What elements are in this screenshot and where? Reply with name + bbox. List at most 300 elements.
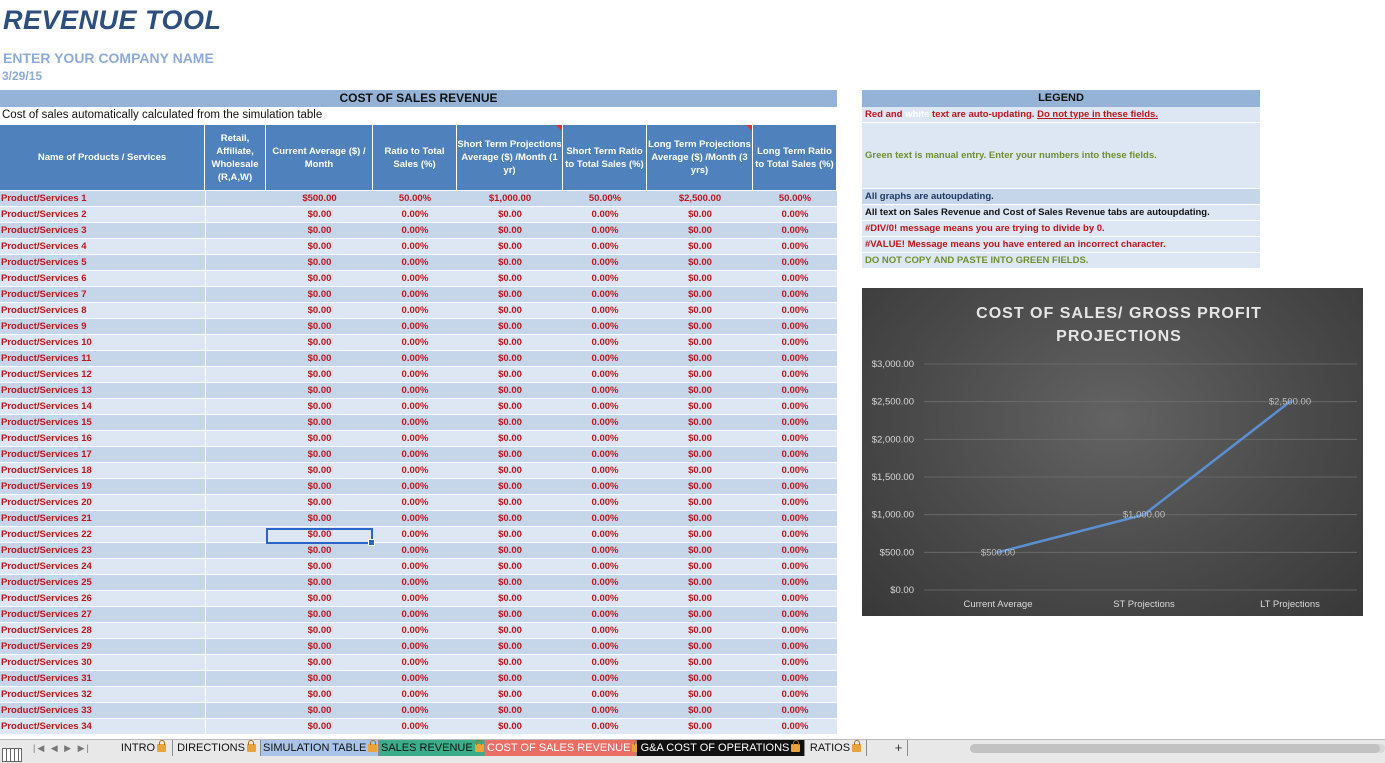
lt-cell[interactable]: $0.00: [688, 609, 712, 620]
cur-cell[interactable]: $0.00: [307, 497, 332, 508]
lt-cell[interactable]: $0.00: [688, 689, 712, 700]
retail-type-cell[interactable]: [205, 575, 266, 591]
st-cell[interactable]: $0.00: [498, 657, 522, 668]
retail-type-cell[interactable]: [205, 287, 266, 303]
lt-ratio-cell[interactable]: 0.00%: [781, 657, 809, 668]
lt-ratio-cell[interactable]: 0.00%: [781, 369, 809, 380]
st-cell[interactable]: $0.00: [498, 577, 522, 588]
st-ratio-cell[interactable]: 0.00%: [591, 609, 619, 620]
ratio-cell[interactable]: 0.00%: [401, 593, 429, 604]
st-cell[interactable]: $0.00: [498, 529, 522, 540]
lt-cell[interactable]: $0.00: [688, 545, 712, 556]
ratio-cell[interactable]: 0.00%: [401, 561, 429, 572]
sheet-tab[interactable]: [261, 740, 379, 756]
st-ratio-cell[interactable]: 0.00%: [591, 209, 619, 220]
cur-cell[interactable]: $0.00: [307, 545, 332, 556]
retail-type-cell[interactable]: [205, 191, 266, 207]
st-ratio-cell[interactable]: 0.00%: [591, 497, 619, 508]
st-ratio-cell[interactable]: 0.00%: [591, 721, 619, 732]
lt-cell[interactable]: $0.00: [688, 673, 712, 684]
lt-cell[interactable]: $0.00: [688, 257, 712, 268]
ratio-cell[interactable]: 0.00%: [401, 705, 429, 716]
ratio-cell[interactable]: 0.00%: [401, 673, 429, 684]
product-name-cell[interactable]: Product/Services 15: [1, 417, 92, 428]
retail-type-cell[interactable]: [205, 319, 266, 335]
lt-cell[interactable]: $2,500.00: [678, 193, 722, 204]
product-name-cell[interactable]: Product/Services 26: [1, 593, 92, 604]
product-name-cell[interactable]: Product/Services 25: [1, 577, 92, 588]
cur-cell[interactable]: $0.00: [307, 417, 332, 428]
lt-ratio-cell[interactable]: 0.00%: [781, 561, 809, 572]
st-cell[interactable]: $0.00: [498, 513, 522, 524]
product-name-cell[interactable]: Product/Services 4: [1, 241, 87, 252]
cost-of-sales-chart[interactable]: [862, 288, 1363, 616]
st-cell[interactable]: $0.00: [498, 289, 522, 300]
retail-type-cell[interactable]: [205, 655, 266, 671]
cur-cell[interactable]: $0.00: [307, 609, 332, 620]
retail-type-cell[interactable]: [205, 703, 266, 719]
product-name-cell[interactable]: Product/Services 32: [1, 689, 92, 700]
ratio-cell[interactable]: 0.00%: [401, 369, 429, 380]
lt-ratio-cell[interactable]: 0.00%: [781, 625, 809, 636]
st-cell[interactable]: $0.00: [498, 689, 522, 700]
scrollbar-thumb[interactable]: [970, 744, 1380, 753]
retail-type-cell[interactable]: [205, 447, 266, 463]
product-name-cell[interactable]: Product/Services 10: [1, 337, 92, 348]
retail-type-cell[interactable]: [205, 207, 266, 223]
lt-cell[interactable]: $0.00: [688, 497, 712, 508]
product-name-cell[interactable]: Product/Services 24: [1, 561, 92, 572]
product-name-cell[interactable]: Product/Services 28: [1, 625, 92, 636]
lt-cell[interactable]: $0.00: [688, 385, 712, 396]
add-sheet-button[interactable]: +: [890, 740, 908, 756]
st-ratio-cell[interactable]: 0.00%: [591, 465, 619, 476]
retail-type-cell[interactable]: [205, 607, 266, 623]
st-cell[interactable]: $0.00: [498, 449, 522, 460]
sheet-tab[interactable]: [805, 740, 867, 756]
col-header-ratio[interactable]: Ratio to Total Sales (%): [373, 125, 457, 190]
retail-type-cell[interactable]: [205, 591, 266, 607]
lt-cell[interactable]: $0.00: [688, 241, 712, 252]
lt-cell[interactable]: $0.00: [688, 209, 712, 220]
st-cell[interactable]: $0.00: [498, 481, 522, 492]
cur-cell[interactable]: $0.00: [307, 577, 332, 588]
product-name-cell[interactable]: Product/Services 23: [1, 545, 92, 556]
st-ratio-cell[interactable]: 0.00%: [591, 481, 619, 492]
st-ratio-cell[interactable]: 0.00%: [591, 577, 619, 588]
product-name-cell[interactable]: Product/Services 16: [1, 433, 92, 444]
product-name-cell[interactable]: Product/Services 5: [1, 257, 87, 268]
lt-ratio-cell[interactable]: 0.00%: [781, 225, 809, 236]
retail-type-cell[interactable]: [205, 527, 266, 543]
retail-type-cell[interactable]: [205, 415, 266, 431]
lt-cell[interactable]: $0.00: [688, 305, 712, 316]
cur-cell[interactable]: $0.00: [307, 641, 332, 652]
lt-ratio-cell[interactable]: 0.00%: [781, 337, 809, 348]
st-ratio-cell[interactable]: 0.00%: [591, 689, 619, 700]
retail-type-cell[interactable]: [205, 367, 266, 383]
cur-cell[interactable]: $0.00: [307, 433, 332, 444]
sheet-tab[interactable]: [637, 740, 805, 756]
sheet-nav-buttons[interactable]: |◀ ◀ ▶ ▶|: [33, 743, 91, 753]
st-cell[interactable]: $0.00: [498, 593, 522, 604]
st-cell[interactable]: $0.00: [498, 673, 522, 684]
lt-cell[interactable]: $0.00: [688, 401, 712, 412]
st-ratio-cell[interactable]: 0.00%: [591, 273, 619, 284]
ratio-cell[interactable]: 0.00%: [401, 385, 429, 396]
retail-type-cell[interactable]: [205, 479, 266, 495]
retail-type-cell[interactable]: [205, 639, 266, 655]
cur-cell[interactable]: $500.00: [302, 193, 337, 204]
cur-cell[interactable]: $0.00: [307, 721, 332, 732]
cur-cell[interactable]: $0.00: [307, 225, 332, 236]
st-cell[interactable]: $0.00: [498, 369, 522, 380]
st-ratio-cell[interactable]: 0.00%: [591, 513, 619, 524]
ratio-cell[interactable]: 0.00%: [401, 289, 429, 300]
st-ratio-cell[interactable]: 0.00%: [591, 625, 619, 636]
ratio-cell[interactable]: 0.00%: [401, 241, 429, 252]
st-cell[interactable]: $0.00: [498, 705, 522, 716]
product-name-cell[interactable]: Product/Services 30: [1, 657, 92, 668]
ratio-cell[interactable]: 0.00%: [401, 337, 429, 348]
retail-type-cell[interactable]: [205, 719, 266, 735]
lt-ratio-cell[interactable]: 0.00%: [781, 673, 809, 684]
st-ratio-cell[interactable]: 0.00%: [591, 321, 619, 332]
lt-cell[interactable]: $0.00: [688, 625, 712, 636]
retail-type-cell[interactable]: [205, 351, 266, 367]
sheet-grid-icon[interactable]: [2, 748, 22, 762]
horizontal-scrollbar[interactable]: [970, 744, 1385, 753]
st-cell[interactable]: $0.00: [498, 609, 522, 620]
ratio-cell[interactable]: 0.00%: [401, 273, 429, 284]
ratio-cell[interactable]: 0.00%: [401, 481, 429, 492]
lt-ratio-cell[interactable]: 0.00%: [781, 385, 809, 396]
product-name-cell[interactable]: Product/Services 7: [1, 289, 87, 300]
product-name-cell[interactable]: Product/Services 2: [1, 209, 87, 220]
st-ratio-cell[interactable]: 0.00%: [591, 545, 619, 556]
retail-type-cell[interactable]: [205, 255, 266, 271]
lt-cell[interactable]: $0.00: [688, 353, 712, 364]
st-cell[interactable]: $0.00: [498, 241, 522, 252]
retail-type-cell[interactable]: [205, 511, 266, 527]
product-name-cell[interactable]: Product/Services 12: [1, 369, 92, 380]
product-name-cell[interactable]: Product/Services 1: [1, 193, 87, 204]
ratio-cell[interactable]: 0.00%: [401, 513, 429, 524]
ratio-cell[interactable]: 0.00%: [401, 449, 429, 460]
cur-cell[interactable]: $0.00: [307, 529, 332, 540]
col-header-long-term-ratio[interactable]: Long Term Ratio to Total Sales (%): [753, 125, 837, 190]
retail-type-cell[interactable]: [205, 687, 266, 703]
lt-ratio-cell[interactable]: 0.00%: [781, 305, 809, 316]
lt-ratio-cell[interactable]: 0.00%: [781, 321, 809, 332]
st-ratio-cell[interactable]: 0.00%: [591, 337, 619, 348]
lt-cell[interactable]: $0.00: [688, 577, 712, 588]
retail-type-cell[interactable]: [205, 239, 266, 255]
lt-ratio-cell[interactable]: 0.00%: [781, 641, 809, 652]
ratio-cell[interactable]: 0.00%: [401, 545, 429, 556]
lt-cell[interactable]: $0.00: [688, 417, 712, 428]
st-ratio-cell[interactable]: 0.00%: [591, 417, 619, 428]
cur-cell[interactable]: $0.00: [307, 353, 332, 364]
cur-cell[interactable]: $0.00: [307, 689, 332, 700]
table-row: [0, 447, 837, 463]
lt-ratio-cell[interactable]: 0.00%: [781, 465, 809, 476]
st-cell[interactable]: $0.00: [498, 257, 522, 268]
lt-cell[interactable]: $0.00: [688, 721, 712, 732]
ratio-cell[interactable]: 0.00%: [401, 225, 429, 236]
lt-ratio-cell[interactable]: 0.00%: [781, 577, 809, 588]
st-cell[interactable]: $0.00: [498, 337, 522, 348]
st-ratio-cell[interactable]: 0.00%: [591, 673, 619, 684]
st-ratio-cell[interactable]: 0.00%: [591, 593, 619, 604]
st-ratio-cell[interactable]: 0.00%: [591, 561, 619, 572]
legend-line-tabs: All text on Sales Revenue and Cost of Sales Revenue tabs are autoupdating.: [862, 205, 1260, 221]
st-ratio-cell[interactable]: 0.00%: [591, 289, 619, 300]
st-cell[interactable]: $0.00: [498, 721, 522, 732]
st-ratio-cell[interactable]: 0.00%: [591, 385, 619, 396]
st-ratio-cell[interactable]: 0.00%: [591, 353, 619, 364]
sheet-tab[interactable]: [115, 740, 173, 756]
cur-cell[interactable]: $0.00: [307, 385, 332, 396]
ratio-cell[interactable]: 0.00%: [401, 305, 429, 316]
cur-cell[interactable]: $0.00: [307, 481, 332, 492]
col-header-current-average[interactable]: Current Average ($) / Month: [266, 125, 373, 190]
legend-line-graphs: All graphs are autoupdating.: [862, 189, 1260, 205]
lt-cell[interactable]: $0.00: [688, 593, 712, 604]
lt-cell[interactable]: $0.00: [688, 529, 712, 540]
retail-type-cell[interactable]: [205, 271, 266, 287]
cur-cell[interactable]: $0.00: [307, 209, 332, 220]
st-cell[interactable]: $0.00: [498, 417, 522, 428]
company-name[interactable]: ENTER YOUR COMPANY NAME: [3, 50, 214, 66]
lt-ratio-cell[interactable]: 0.00%: [781, 481, 809, 492]
st-cell[interactable]: $0.00: [498, 321, 522, 332]
st-ratio-cell[interactable]: 50.00%: [588, 193, 622, 204]
st-ratio-cell[interactable]: 0.00%: [591, 305, 619, 316]
lt-cell[interactable]: $0.00: [688, 641, 712, 652]
lt-cell[interactable]: $0.00: [688, 273, 712, 284]
cur-cell[interactable]: $0.00: [307, 369, 332, 380]
col-header-name[interactable]: Name of Products / Services: [0, 125, 205, 190]
st-ratio-cell[interactable]: 0.00%: [591, 225, 619, 236]
ratio-cell[interactable]: 0.00%: [401, 209, 429, 220]
ratio-cell[interactable]: 0.00%: [401, 657, 429, 668]
product-name-cell[interactable]: Product/Services 27: [1, 609, 92, 620]
lt-cell[interactable]: $0.00: [688, 321, 712, 332]
st-cell[interactable]: $0.00: [498, 305, 522, 316]
retail-type-cell[interactable]: [205, 495, 266, 511]
st-cell[interactable]: $1,000.00: [488, 193, 532, 204]
lt-cell[interactable]: $0.00: [688, 657, 712, 668]
lt-cell[interactable]: $0.00: [688, 289, 712, 300]
sheet-tab[interactable]: [173, 740, 261, 756]
product-name-cell[interactable]: Product/Services 21: [1, 513, 92, 524]
product-name-cell[interactable]: Product/Services 31: [1, 673, 92, 684]
st-ratio-cell[interactable]: 0.00%: [591, 241, 619, 252]
lt-ratio-cell[interactable]: 0.00%: [781, 209, 809, 220]
chart-y-tick-label: $500.00: [879, 547, 914, 559]
retail-type-cell[interactable]: [205, 303, 266, 319]
ratio-cell[interactable]: 0.00%: [401, 721, 429, 732]
product-name-cell[interactable]: Product/Services 29: [1, 641, 92, 652]
st-ratio-cell[interactable]: 0.00%: [591, 449, 619, 460]
product-name-cell[interactable]: Product/Services 18: [1, 465, 92, 476]
cur-cell[interactable]: $0.00: [307, 657, 332, 668]
cur-cell[interactable]: $0.00: [307, 593, 332, 604]
product-name-cell[interactable]: Product/Services 14: [1, 401, 92, 412]
cur-cell[interactable]: $0.00: [307, 289, 332, 300]
col-header-short-term[interactable]: Short Term Projections Average ($) /Month (1 yr): [457, 125, 563, 190]
product-name-cell[interactable]: Product/Services 22: [1, 529, 92, 540]
st-ratio-cell[interactable]: 0.00%: [591, 657, 619, 668]
st-cell[interactable]: $0.00: [498, 209, 522, 220]
lt-ratio-cell[interactable]: 0.00%: [781, 721, 809, 732]
cur-cell[interactable]: $0.00: [307, 449, 332, 460]
lt-cell[interactable]: $0.00: [688, 225, 712, 236]
product-name-cell[interactable]: Product/Services 34: [1, 721, 92, 732]
product-name-cell[interactable]: Product/Services 6: [1, 273, 87, 284]
ratio-cell[interactable]: 0.00%: [401, 465, 429, 476]
cur-cell[interactable]: $0.00: [307, 321, 332, 332]
cur-cell[interactable]: $0.00: [307, 401, 332, 412]
lt-cell[interactable]: $0.00: [688, 465, 712, 476]
product-name-cell[interactable]: Product/Services 33: [1, 705, 92, 716]
ratio-cell[interactable]: 0.00%: [401, 321, 429, 332]
lt-ratio-cell[interactable]: 0.00%: [781, 257, 809, 268]
ratio-cell[interactable]: 0.00%: [401, 529, 429, 540]
ratio-cell[interactable]: 0.00%: [401, 353, 429, 364]
st-ratio-cell[interactable]: 0.00%: [591, 641, 619, 652]
lt-ratio-cell[interactable]: 0.00%: [781, 705, 809, 716]
retail-type-cell[interactable]: [205, 559, 266, 575]
lt-ratio-cell[interactable]: 50.00%: [778, 193, 812, 204]
retail-type-cell[interactable]: [205, 543, 266, 559]
st-ratio-cell[interactable]: 0.00%: [591, 369, 619, 380]
cur-cell[interactable]: $0.00: [307, 273, 332, 284]
st-cell[interactable]: $0.00: [498, 385, 522, 396]
col-header-retail[interactable]: Retail, Affiliate, Wholesale (R,A,W): [205, 125, 266, 190]
ratio-cell[interactable]: 0.00%: [401, 625, 429, 636]
legend-line-auto-updating: [862, 107, 1260, 123]
st-cell[interactable]: $0.00: [498, 433, 522, 444]
st-ratio-cell[interactable]: 0.00%: [591, 529, 619, 540]
cur-cell[interactable]: $0.00: [307, 561, 332, 572]
lt-cell[interactable]: $0.00: [688, 513, 712, 524]
product-name-cell[interactable]: Product/Services 19: [1, 481, 92, 492]
st-cell[interactable]: $0.00: [498, 353, 522, 364]
st-cell[interactable]: $0.00: [498, 401, 522, 412]
st-cell[interactable]: $0.00: [498, 625, 522, 636]
ratio-cell[interactable]: 0.00%: [401, 433, 429, 444]
lt-ratio-cell[interactable]: 0.00%: [781, 401, 809, 412]
st-cell[interactable]: $0.00: [498, 561, 522, 572]
lt-ratio-cell[interactable]: 0.00%: [781, 689, 809, 700]
retail-type-cell[interactable]: [205, 335, 266, 351]
lt-ratio-cell[interactable]: 0.00%: [781, 497, 809, 508]
st-cell[interactable]: $0.00: [498, 545, 522, 556]
cur-cell[interactable]: $0.00: [307, 241, 332, 252]
st-ratio-cell[interactable]: 0.00%: [591, 705, 619, 716]
lt-ratio-cell[interactable]: 0.00%: [781, 593, 809, 604]
retail-type-cell[interactable]: [205, 383, 266, 399]
retail-type-cell[interactable]: [205, 623, 266, 639]
product-name-cell[interactable]: Product/Services 9: [1, 321, 87, 332]
product-name-cell[interactable]: Product/Services 13: [1, 385, 92, 396]
retail-type-cell[interactable]: [205, 431, 266, 447]
lt-ratio-cell[interactable]: 0.00%: [781, 609, 809, 620]
lt-cell[interactable]: $0.00: [688, 337, 712, 348]
st-cell[interactable]: $0.00: [498, 641, 522, 652]
lt-ratio-cell[interactable]: 0.00%: [781, 417, 809, 428]
product-name-cell[interactable]: Product/Services 20: [1, 497, 92, 508]
lt-cell[interactable]: $0.00: [688, 705, 712, 716]
cur-cell[interactable]: $0.00: [307, 257, 332, 268]
sheet-tab[interactable]: [485, 740, 637, 756]
ratio-cell[interactable]: 0.00%: [401, 689, 429, 700]
cur-cell[interactable]: $0.00: [307, 337, 332, 348]
st-cell[interactable]: $0.00: [498, 225, 522, 236]
product-name-cell[interactable]: Product/Services 11: [1, 353, 92, 364]
st-cell[interactable]: $0.00: [498, 273, 522, 284]
product-name-cell[interactable]: Product/Services 17: [1, 449, 92, 460]
lt-ratio-cell[interactable]: 0.00%: [781, 529, 809, 540]
col-header-long-term[interactable]: Long Term Projections Average ($) /Month (3 yrs): [647, 125, 753, 190]
lt-ratio-cell[interactable]: 0.00%: [781, 289, 809, 300]
st-ratio-cell[interactable]: 0.00%: [591, 401, 619, 412]
lt-ratio-cell[interactable]: 0.00%: [781, 433, 809, 444]
lt-ratio-cell[interactable]: 0.00%: [781, 353, 809, 364]
ratio-cell[interactable]: 0.00%: [401, 417, 429, 428]
ratio-cell[interactable]: 0.00%: [401, 497, 429, 508]
st-cell[interactable]: $0.00: [498, 465, 522, 476]
product-name-cell[interactable]: Product/Services 3: [1, 225, 87, 236]
cur-cell[interactable]: $0.00: [307, 465, 332, 476]
lt-cell[interactable]: $0.00: [688, 481, 712, 492]
ratio-cell[interactable]: 50.00%: [398, 193, 432, 204]
retail-type-cell[interactable]: [205, 399, 266, 415]
chart-x-tick-label: Current Average: [963, 599, 1033, 610]
lt-cell[interactable]: $0.00: [688, 449, 712, 460]
retail-type-cell[interactable]: [205, 223, 266, 239]
cur-cell[interactable]: $0.00: [307, 705, 332, 716]
lt-ratio-cell[interactable]: 0.00%: [781, 241, 809, 252]
sheet-tab[interactable]: [379, 740, 485, 756]
lt-ratio-cell[interactable]: 0.00%: [781, 545, 809, 556]
ratio-cell[interactable]: 0.00%: [401, 641, 429, 652]
lt-cell[interactable]: $0.00: [688, 369, 712, 380]
lt-ratio-cell[interactable]: 0.00%: [781, 449, 809, 460]
ratio-cell[interactable]: 0.00%: [401, 401, 429, 412]
cur-cell[interactable]: $0.00: [307, 513, 332, 524]
retail-type-cell[interactable]: [205, 463, 266, 479]
lt-ratio-cell[interactable]: 0.00%: [781, 273, 809, 284]
st-ratio-cell[interactable]: 0.00%: [591, 257, 619, 268]
ratio-cell[interactable]: 0.00%: [401, 577, 429, 588]
retail-type-cell[interactable]: [205, 671, 266, 687]
col-header-short-term-ratio[interactable]: Short Term Ratio to Total Sales (%): [563, 125, 647, 190]
ratio-cell[interactable]: 0.00%: [401, 609, 429, 620]
st-ratio-cell[interactable]: 0.00%: [591, 433, 619, 444]
lt-cell[interactable]: $0.00: [688, 561, 712, 572]
cur-cell[interactable]: $0.00: [307, 673, 332, 684]
lt-ratio-cell[interactable]: 0.00%: [781, 513, 809, 524]
product-name-cell[interactable]: Product/Services 8: [1, 305, 87, 316]
cur-cell[interactable]: $0.00: [307, 625, 332, 636]
lt-cell[interactable]: $0.00: [688, 433, 712, 444]
st-cell[interactable]: $0.00: [498, 497, 522, 508]
cur-cell[interactable]: $0.00: [307, 305, 332, 316]
ratio-cell[interactable]: 0.00%: [401, 257, 429, 268]
